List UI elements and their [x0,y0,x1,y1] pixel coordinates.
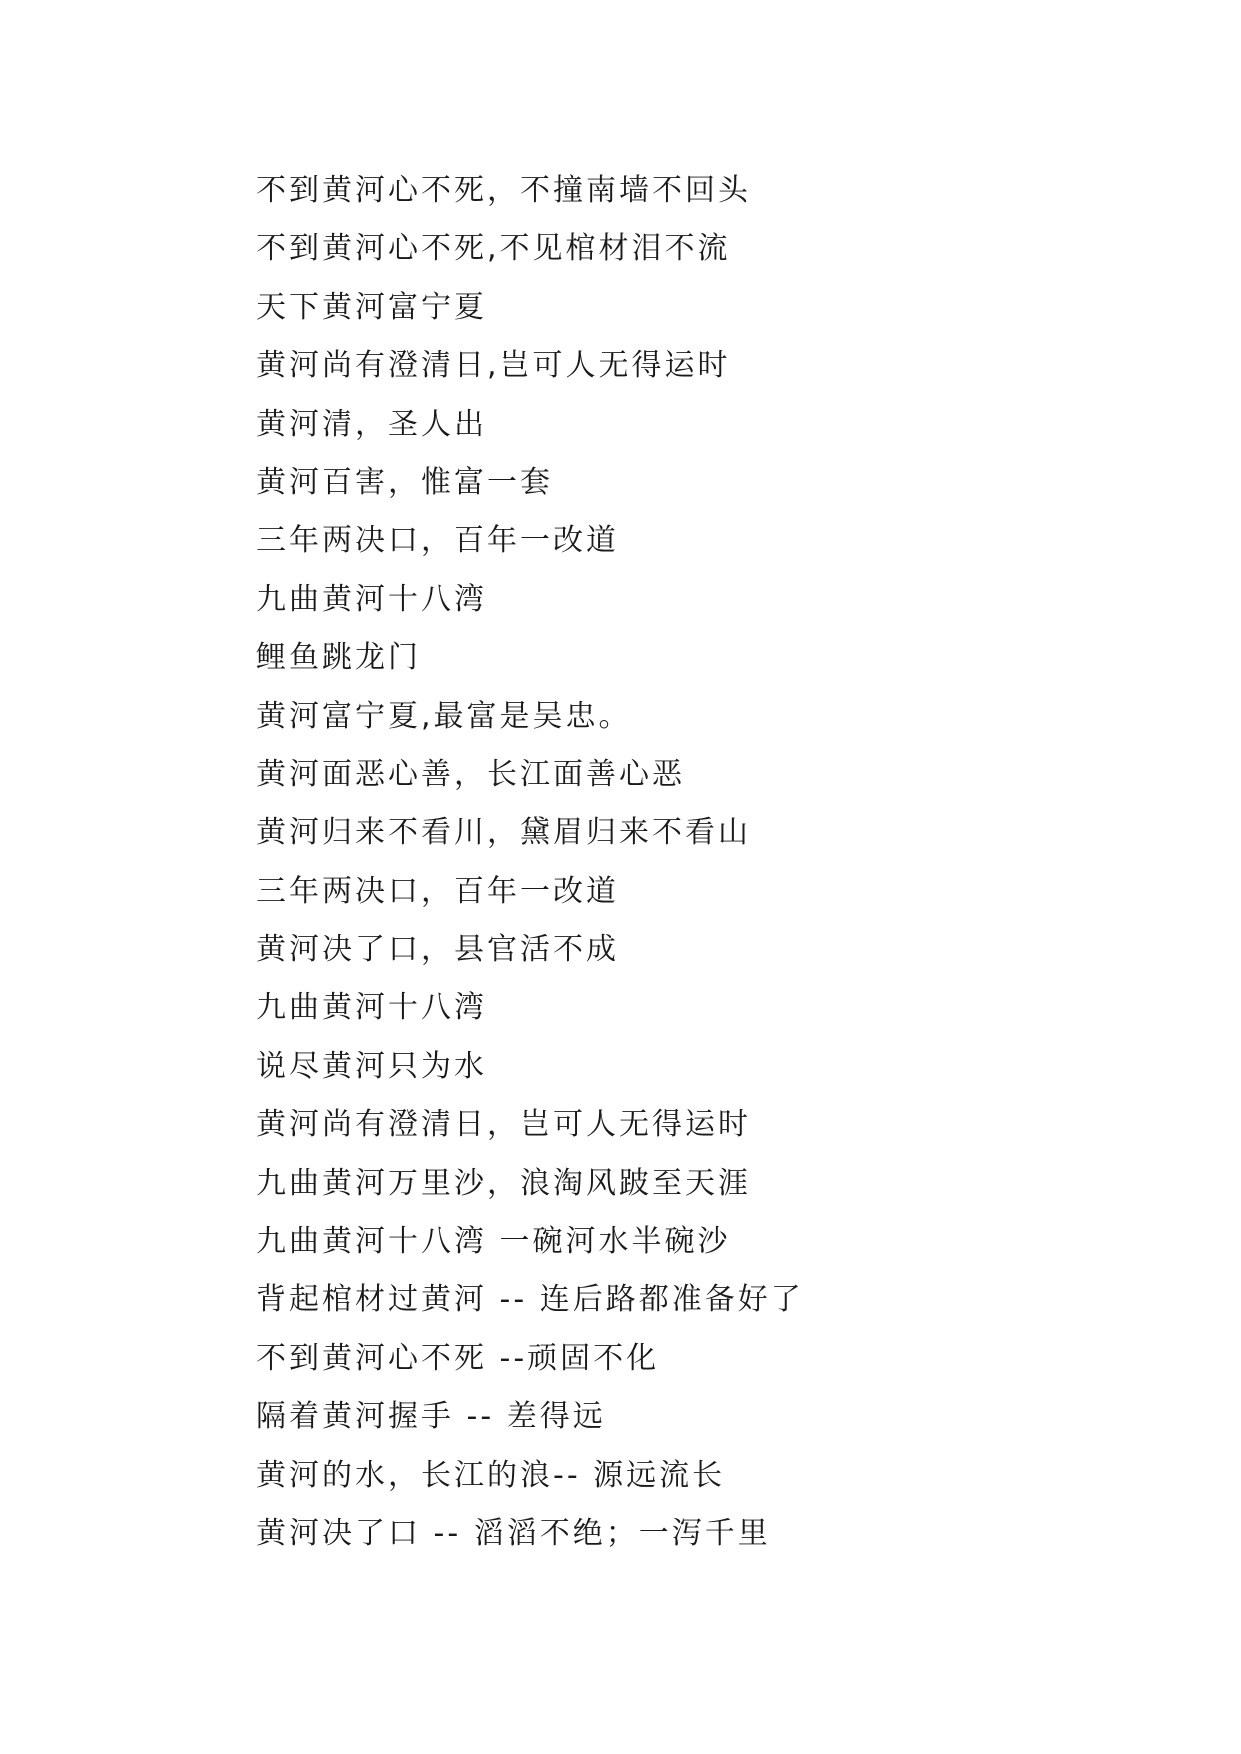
text-line: 鲤鱼跳龙门 [256,640,421,676]
text-line: 九曲黄河十八湾 [256,581,487,617]
text-line: 背起棺材过黄河 -- 连后路都准备好了 [256,1282,804,1318]
text-line: 九曲黄河万里沙，浪淘风跛至天涯 [256,1165,751,1201]
text-line: 不到黄河心不死，不撞南墙不回头 [256,173,751,208]
text-line: 说尽黄河只为水 [256,1048,487,1084]
text-line: 黄河的水，长江的浪-- 源远流长 [256,1457,726,1493]
text-line: 黄河面恶心善，长江面善心恶 [256,756,685,792]
text-line: 九曲黄河十八湾 一碗河水半碗沙 [256,1224,731,1260]
text-line: 九曲黄河十八湾 [256,990,487,1026]
text-line: 三年两决口，百年一改道 [256,873,619,909]
text-lines [256,162,804,1563]
text-line: 黄河归来不看川，黛眉归来不看山 [256,815,751,851]
text-line: 天下黄河富宁夏 [256,289,487,325]
text-line: 黄河决了口 -- 滔滔不绝；一泻千里 [256,1515,771,1551]
text-line: 黄河尚有澄清日，岂可人无得运时 [256,1107,751,1143]
text-line: 不到黄河心不死,不见棺材泪不流 [256,231,731,267]
text-line: 黄河尚有澄清日,岂可人无得运时 [256,348,731,384]
text-line: 不到黄河心不死 --顽固不化 [256,1340,660,1376]
text-line: 黄河百害，惟富一套 [256,464,553,500]
text-line: 三年两决口，百年一改道 [256,523,619,559]
text-line: 黄河富宁夏,最富是吴忠。 [256,698,632,734]
text-line: 黄河决了口，县官活不成 [256,932,619,968]
text-line: 隔着黄河握手 -- 差得远 [256,1399,606,1435]
text-line: 黄河清，圣人出 [256,406,487,442]
